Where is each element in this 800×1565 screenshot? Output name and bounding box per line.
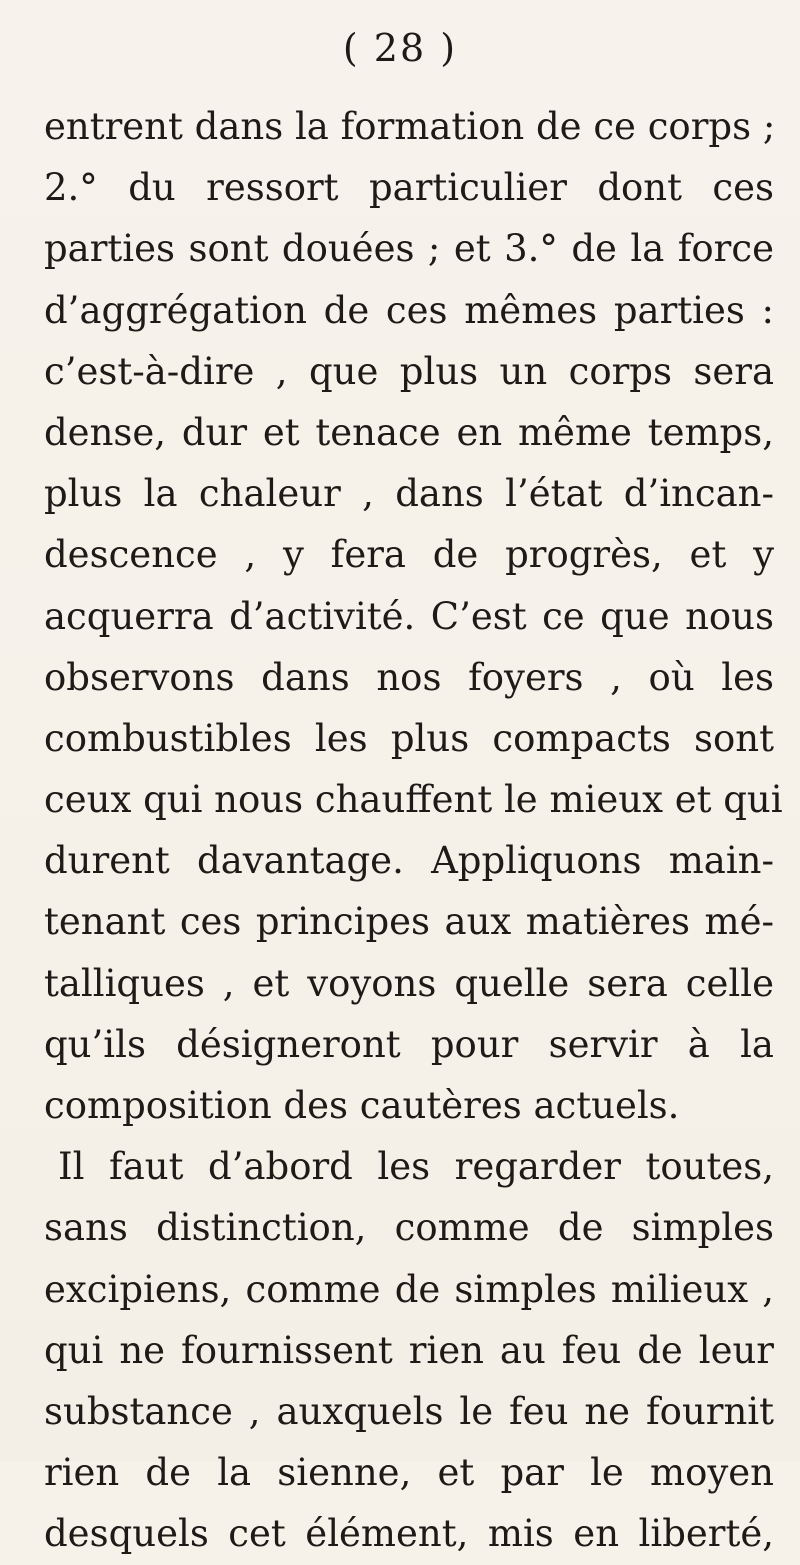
text-line: talliques , et voyons quelle sera celle: [44, 961, 774, 1005]
text-line: combustibles les plus compacts sont: [44, 716, 774, 760]
text-line: durent davantage. Appliquons main-: [44, 839, 774, 883]
text-line: ceux qui nous chauffent le mieux et qui: [44, 778, 783, 822]
text-line: entrent dans la formation de ce corps ;: [44, 105, 776, 148]
text-line: plus la chaleur , dans l’état d’incan-: [44, 472, 774, 516]
text-line: acquerra d’activité. C’est ce que nous: [44, 594, 774, 638]
text-line: qu’ils désigneront pour servir à la: [44, 1022, 774, 1066]
text-line: composition des cautères actuels.: [44, 1084, 680, 1127]
text-line: tenant ces principes aux matières mé-: [44, 900, 774, 944]
text-line: excipiens, comme de simples milieux ,: [44, 1267, 774, 1311]
text-line: sans distinction, comme de simples: [44, 1206, 774, 1250]
text-line: c’est-à-dire , que plus un corps sera: [44, 349, 774, 393]
text-line: descence , y fera de progrès, et y: [44, 533, 774, 577]
text-line: d’aggrégation de ces mêmes parties :: [44, 288, 774, 332]
text-line: desquels cet élément, mis en liberté,: [44, 1512, 774, 1556]
text-line: qui ne fournissent rien au feu de leur: [44, 1328, 774, 1372]
text-line: parties sont douées ; et 3.° de la force: [44, 227, 774, 271]
body-text: [44, 96, 783, 1565]
text-line: rien de la sienne, et par le moyen: [44, 1451, 774, 1495]
text-line: observons dans nos foyers , où les: [44, 655, 774, 699]
text-line: 2.° du ressort particulier dont ces: [44, 166, 774, 210]
text-line: substance , auxquels le feu ne fournit: [44, 1389, 774, 1433]
page-number: ( 28 ): [342, 26, 458, 70]
text-line: dense, dur et tenace en même temps,: [44, 410, 774, 454]
text-line-paragraph-start: Il faut d’abord les regarder toutes,: [58, 1145, 774, 1189]
